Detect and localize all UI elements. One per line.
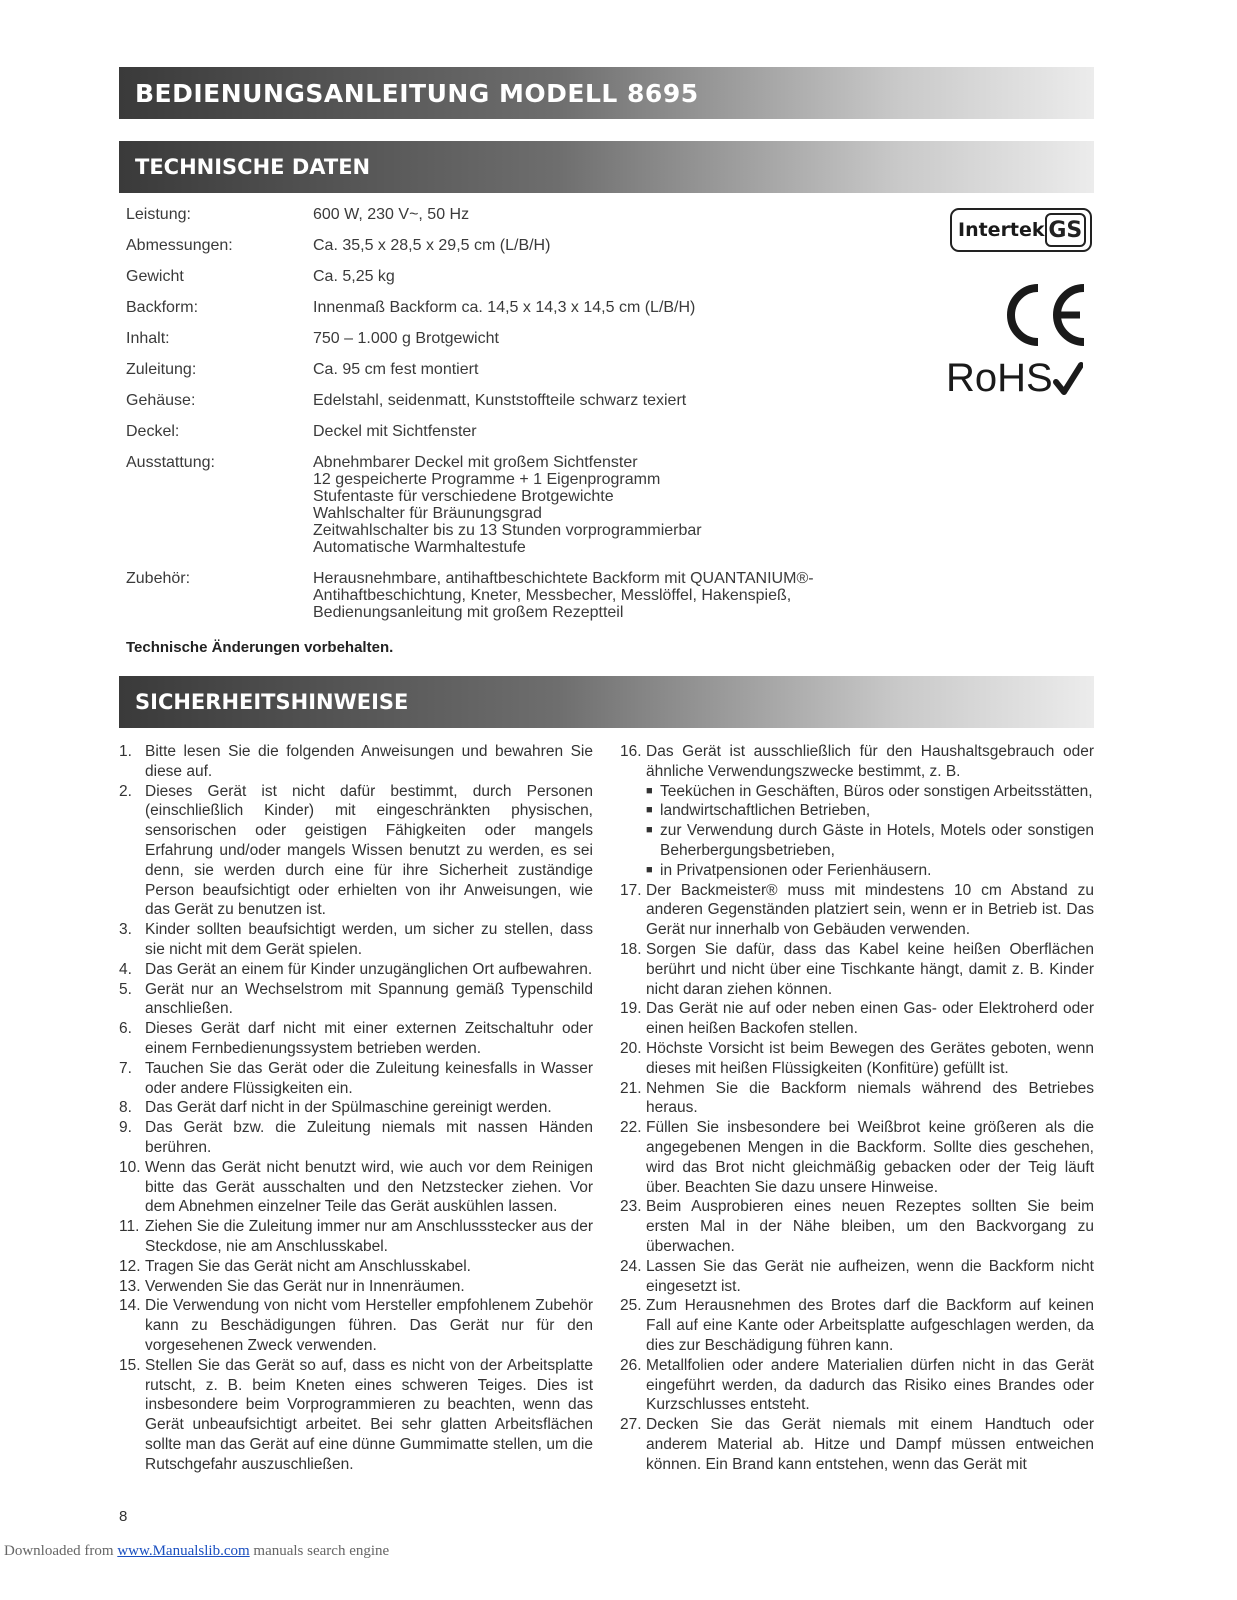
item-text: Das Gerät nie auf oder neben einen Gas- oder Elektroherd oder einen heißen Backofen stellen.: [646, 1000, 1094, 1038]
spec-value-line: Innenmaß Backform ca. 14,5 x 14,3 x 14,5 cm (L/B/H): [313, 299, 696, 316]
safety-item: [119, 1059, 593, 1099]
gs-mark: GS: [1045, 213, 1086, 247]
item-text: Das Gerät bzw. die Zuleitung niemals mit nassen Händen berühren.: [145, 1119, 593, 1156]
item-text: Höchste Vorsicht ist beim Bewegen des Gerätes geboten, wenn dieses mit heißen Flüssigkeiten (Konfitüre) gefüllt ist.: [646, 1039, 1094, 1077]
item-text: Das Gerät darf nicht in der Spülmaschine gereinigt werden.: [145, 1099, 552, 1117]
safety-item: [119, 960, 593, 980]
sub-list-item: [646, 821, 1094, 861]
bullet-square-icon: ■: [646, 863, 653, 876]
document-title: BEDIENUNGSANLEITUNG MODELL 8695: [135, 78, 699, 108]
spec-value: [313, 237, 886, 254]
spec-value-line: Stufentaste für verschiedene Brotgewichte: [313, 488, 614, 505]
item-number: 14.: [119, 1297, 141, 1315]
item-number: 22.: [620, 1119, 642, 1137]
item-number: 19.: [620, 1000, 642, 1018]
safety-item: [119, 782, 593, 921]
safety-item: [119, 1217, 593, 1257]
item-text: Stellen Sie das Gerät so auf, dass es nicht von der Arbeitsplatte rutscht, z. B. beim Kneten eines schweren Teiges. Dies ist insbesondere beim Vorprogrammieren zu beachten, wenn das Gerät unbeaufsichtigt arbeitet. Bei sehr glatten Arbeitsflächen sollte man das Gerät auf eine dünne Gummimatte stellen, um die Rutschgefahr auszuschließen.: [145, 1356, 593, 1473]
safety-item: [620, 940, 1094, 999]
spec-value-line: Herausnehmbare, antihaftbeschichtete Backform mit QUANTANIUM®-: [313, 570, 814, 587]
spec-label: Ausstattung:: [126, 454, 215, 471]
item-text: Tragen Sie das Gerät nicht am Anschlusskabel.: [145, 1257, 471, 1275]
spec-row: [126, 423, 886, 440]
item-text: Die Verwendung von nicht vom Hersteller empfohlenem Zubehör kann zu Beschädigungen führen. Das Gerät nur für den vorgesehenen Zweck verwenden.: [145, 1297, 593, 1354]
ce-mark-icon: [1000, 282, 1088, 348]
item-text: Ziehen Sie die Zuleitung immer nur am Anschlussstecker aus der Steckdose, nie am Anschlusskabel.: [145, 1218, 593, 1255]
spec-row: [126, 206, 886, 223]
spec-value-line: Abnehmbarer Deckel mit großem Sichtfenster: [313, 454, 638, 471]
item-text: Dieses Gerät darf nicht mit einer externen Zeitschaltuhr oder einem Fernbedienungssystem betrieben werden.: [145, 1020, 593, 1057]
item-text: Das Gerät an einem für Kinder unzugänglichen Ort aufbewahren.: [145, 960, 593, 978]
checkmark-icon: [1053, 362, 1083, 396]
sub-item-text: in Privatpensionen oder Ferienhäusern.: [660, 861, 932, 879]
safety-item: [620, 1079, 1094, 1119]
safety-item: [620, 742, 1094, 782]
spec-value-line: Deckel mit Sichtfenster: [313, 423, 477, 440]
safety-item: [620, 1118, 1094, 1197]
item-number: 10.: [119, 1158, 141, 1176]
item-text: Lassen Sie das Gerät nie aufheizen, wenn die Backform nicht eingesetzt ist.: [646, 1257, 1094, 1295]
item-text: Beim Ausprobieren eines neuen Rezeptes sollten Sie beim ersten Mal in der Nähe bleiben, um den Backvorgang zu überwachen.: [646, 1198, 1094, 1255]
bullet-square-icon: ■: [646, 804, 653, 817]
intertek-logo-text: Intertek: [958, 219, 1045, 241]
item-number: 8.: [119, 1099, 132, 1117]
item-text: Bitte lesen Sie die folgenden Anweisungen und bewahren Sie diese auf.: [145, 743, 593, 780]
item-text: Wenn das Gerät nicht benutzt wird, wie auch vor dem Reinigen bitte das Gerät ausschalten und den Netzstecker ziehen. Vor dem Abnehmen einzelner Teile das Gerät auskühlen lassen.: [145, 1158, 593, 1216]
spec-label: Leistung:: [126, 206, 191, 223]
sub-list-item: [646, 782, 1094, 802]
bullet-square-icon: ■: [646, 824, 653, 837]
spec-value: [313, 570, 886, 621]
spec-row: [126, 330, 886, 347]
spec-value-line: Automatische Warmhaltestufe: [313, 539, 526, 556]
spec-row: [126, 570, 886, 621]
bullet-square-icon: ■: [646, 784, 653, 797]
spec-label: Zuleitung:: [126, 361, 197, 378]
safety-item: [119, 1098, 593, 1118]
safety-item: [119, 1277, 593, 1297]
safety-item: [119, 742, 593, 782]
spec-value: [313, 423, 886, 440]
safety-item: [620, 1257, 1094, 1297]
safety-item: [119, 1118, 593, 1158]
spec-value-line: Ca. 95 cm fest montiert: [313, 361, 479, 378]
safety-list-left-column: [119, 742, 593, 1474]
spec-row: [126, 299, 886, 316]
document-title-banner: [119, 67, 1094, 119]
spec-label: Gehäuse:: [126, 392, 196, 409]
item-text: Tauchen Sie das Gerät oder die Zuleitung keinesfalls in Wasser oder andere Flüssigkeiten ein.: [145, 1059, 593, 1097]
spec-value: [313, 330, 886, 347]
item-number: 18.: [620, 940, 642, 958]
spec-value-line: Bedienungsanleitung mit großem Rezeptteil: [313, 604, 624, 621]
manualslib-link[interactable]: www.Manualslib.com: [117, 1543, 250, 1559]
sub-list-item: [646, 861, 1094, 881]
item-text: Gerät nur an Wechselstrom mit Spannung gemäß Typenschild anschließen.: [145, 980, 593, 1018]
sub-list: [646, 782, 1094, 881]
item-number: 1.: [119, 743, 132, 760]
footer-suffix: manuals search engine: [249, 1543, 390, 1559]
item-number: 3.: [119, 921, 132, 939]
item-number: 25.: [620, 1297, 642, 1315]
safety-item: [119, 920, 593, 960]
spec-value-line: Wahlschalter für Bräunungsgrad: [313, 505, 542, 522]
spec-label: Gewicht: [126, 268, 184, 285]
safety-item: [620, 1039, 1094, 1079]
spec-value-line: 600 W, 230 V~, 50 Hz: [313, 206, 470, 223]
spec-value: [313, 392, 886, 409]
footer-prefix: Downloaded from: [4, 1543, 118, 1559]
spec-row: [126, 268, 886, 285]
item-text: Metallfolien oder andere Materialien dürfen nicht in das Gerät eingeführt werden, da dadurch das Risiko eines Brandes oder Kurzschlusses entsteht.: [646, 1356, 1094, 1414]
safety-item: [119, 1257, 593, 1277]
item-text: Dieses Gerät ist nicht dafür bestimmt, durch Personen (einschließlich Kinder) mit eingeschränkten physischen, sensorischen oder geistigen Fähigkeiten oder mangels Erfahrung und/oder mangels Wissen benutzt zu werden, es sei denn, sie werden durch eine für ihre Sicherheit zuständige Person beaufsichtigt oder erhielten von ihr Anweisungen, wie das Gerät zu benutzen ist.: [145, 782, 593, 919]
item-number: 26.: [620, 1356, 642, 1374]
safety-item: [620, 1296, 1094, 1355]
item-text: Sorgen Sie dafür, dass das Kabel keine heißen Oberflächen berührt und nicht über eine Tischkante hängt, damit z. B. Kinder nicht daran ziehen können.: [646, 940, 1094, 998]
safety-list-right-column: [620, 742, 1094, 1474]
spec-value-line: Antihaftbeschichtung, Kneter, Messbecher, Messlöffel, Hakenspieß,: [313, 587, 792, 604]
item-number: 6.: [119, 1020, 132, 1038]
item-number: 2.: [119, 782, 132, 800]
spec-value-line: Zeitwahlschalter bis zu 13 Stunden vorprogrammierbar: [313, 522, 702, 539]
spec-label: Abmessungen:: [126, 237, 233, 254]
spec-label: Backform:: [126, 299, 199, 316]
safety-item-16: [620, 742, 1094, 881]
item-text: Decken Sie das Gerät niemals mit einem Handtuch oder anderem Material ab. Hitze und Dampf müssen entweichen können. Ein Brand kann entstehen, wenn das Gerät mit: [646, 1416, 1094, 1473]
item-number: 24.: [620, 1257, 642, 1275]
sub-item-text: zur Verwendung durch Gäste in Hotels, Motels oder sonstigen Beherbergungsbetrieben,: [660, 822, 1094, 859]
item-text: Kinder sollten beaufsichtigt werden, um sicher zu stellen, dass sie nicht mit dem Gerät spielen.: [145, 921, 593, 958]
page-number: 8: [119, 1508, 128, 1525]
item-number: 9.: [119, 1119, 132, 1137]
technical-specs-table: [126, 206, 886, 635]
item-text: Nehmen Sie die Backform niemals während des Betriebes heraus.: [646, 1079, 1094, 1117]
spec-value-line: Edelstahl, seidenmatt, Kunststoffteile schwarz texiert: [313, 392, 687, 409]
item-number: 16.: [620, 743, 642, 760]
item-text: Verwenden Sie das Gerät nur in Innenräumen.: [145, 1277, 465, 1295]
spec-value: [313, 206, 886, 223]
spec-label: Zubehör:: [126, 570, 191, 587]
sub-item-text: Teeküchen in Geschäften, Büros oder sonstigen Arbeitsstätten,: [660, 782, 1093, 800]
safety-item: [620, 1356, 1094, 1415]
item-number: 17.: [620, 881, 642, 899]
item-number: 12.: [119, 1257, 141, 1275]
item-number: 15.: [119, 1356, 141, 1374]
rohs-text: RoHS: [946, 356, 1053, 400]
safety-item: [119, 980, 593, 1020]
item-number: 7.: [119, 1059, 132, 1077]
item-number: 11.: [119, 1218, 140, 1236]
sub-list-item: [646, 801, 1094, 821]
item-number: 5.: [119, 980, 132, 998]
spec-value: [313, 361, 886, 378]
item-number: 21.: [620, 1079, 642, 1097]
item-text: Das Gerät ist ausschließlich für den Haushaltsgebrauch oder ähnliche Verwendungszwecke bestimmt, z. B.: [646, 743, 1094, 780]
spec-value: [313, 268, 886, 285]
safety-item: [620, 1197, 1094, 1256]
spec-value: [313, 299, 886, 316]
safety-item: [620, 999, 1094, 1039]
safety-item: [119, 1158, 593, 1217]
download-footer: [4, 1543, 389, 1560]
item-number: 27.: [620, 1416, 642, 1434]
intertek-gs-logo: [950, 208, 1092, 252]
spec-row: [126, 454, 886, 556]
sub-list-container: [620, 782, 1094, 881]
rohs-logo: [946, 356, 1094, 401]
spec-value-line: 12 gespeicherte Programme + 1 Eigenprogramm: [313, 471, 661, 488]
technical-changes-note: Technische Änderungen vorbehalten.: [126, 639, 394, 656]
spec-row: [126, 361, 886, 378]
spec-value-line: Ca. 5,25 kg: [313, 268, 395, 285]
item-number: 20.: [620, 1039, 642, 1057]
sub-item-text: landwirtschaftlichen Betrieben,: [660, 802, 871, 820]
spec-label: Inhalt:: [126, 330, 170, 347]
item-text: Der Backmeister® muss mit mindestens 10 cm Abstand zu anderen Gegenständen platziert sein, wenn er in Betrieb ist. Das Gerät nur innerhalb von Gebäuden verwenden.: [646, 881, 1094, 939]
safety-item: [119, 1356, 593, 1475]
spec-value-line: Ca. 35,5 x 28,5 x 29,5 cm (L/B/H): [313, 237, 551, 254]
item-text: Zum Herausnehmen des Brotes darf die Backform auf keinen Fall auf eine Kante oder Arbeitsplatte aufgeschlagen werden, da dies zur Beschädigung führen kann.: [646, 1297, 1094, 1354]
item-number: 4.: [119, 960, 132, 978]
section-heading-technical-data: [119, 141, 1094, 193]
item-text: Füllen Sie insbesondere bei Weißbrot keine größeren als die angegebenen Mengen in die Backform. Sollte dies geschehen, wird das Brot nicht gleichmäßig gebacken oder der Teig läuft über. Beachten Sie dazu unsere Hinweise.: [646, 1119, 1094, 1196]
section-title: TECHNISCHE DATEN: [135, 155, 371, 179]
section-heading-safety: [119, 676, 1094, 728]
certification-logos: [946, 208, 1094, 401]
spec-value-line: 750 – 1.000 g Brotgewicht: [313, 330, 499, 347]
item-number: 23.: [620, 1198, 642, 1216]
safety-item: [620, 1415, 1094, 1474]
safety-item: [620, 881, 1094, 940]
spec-row: [126, 392, 886, 409]
safety-item: [119, 1296, 593, 1355]
safety-item: [119, 1019, 593, 1059]
spec-label: Deckel:: [126, 423, 180, 440]
spec-value: [313, 454, 886, 556]
spec-row: [126, 237, 886, 254]
item-number: 13.: [119, 1277, 141, 1295]
section-title: SICHERHEITSHINWEISE: [135, 690, 409, 714]
